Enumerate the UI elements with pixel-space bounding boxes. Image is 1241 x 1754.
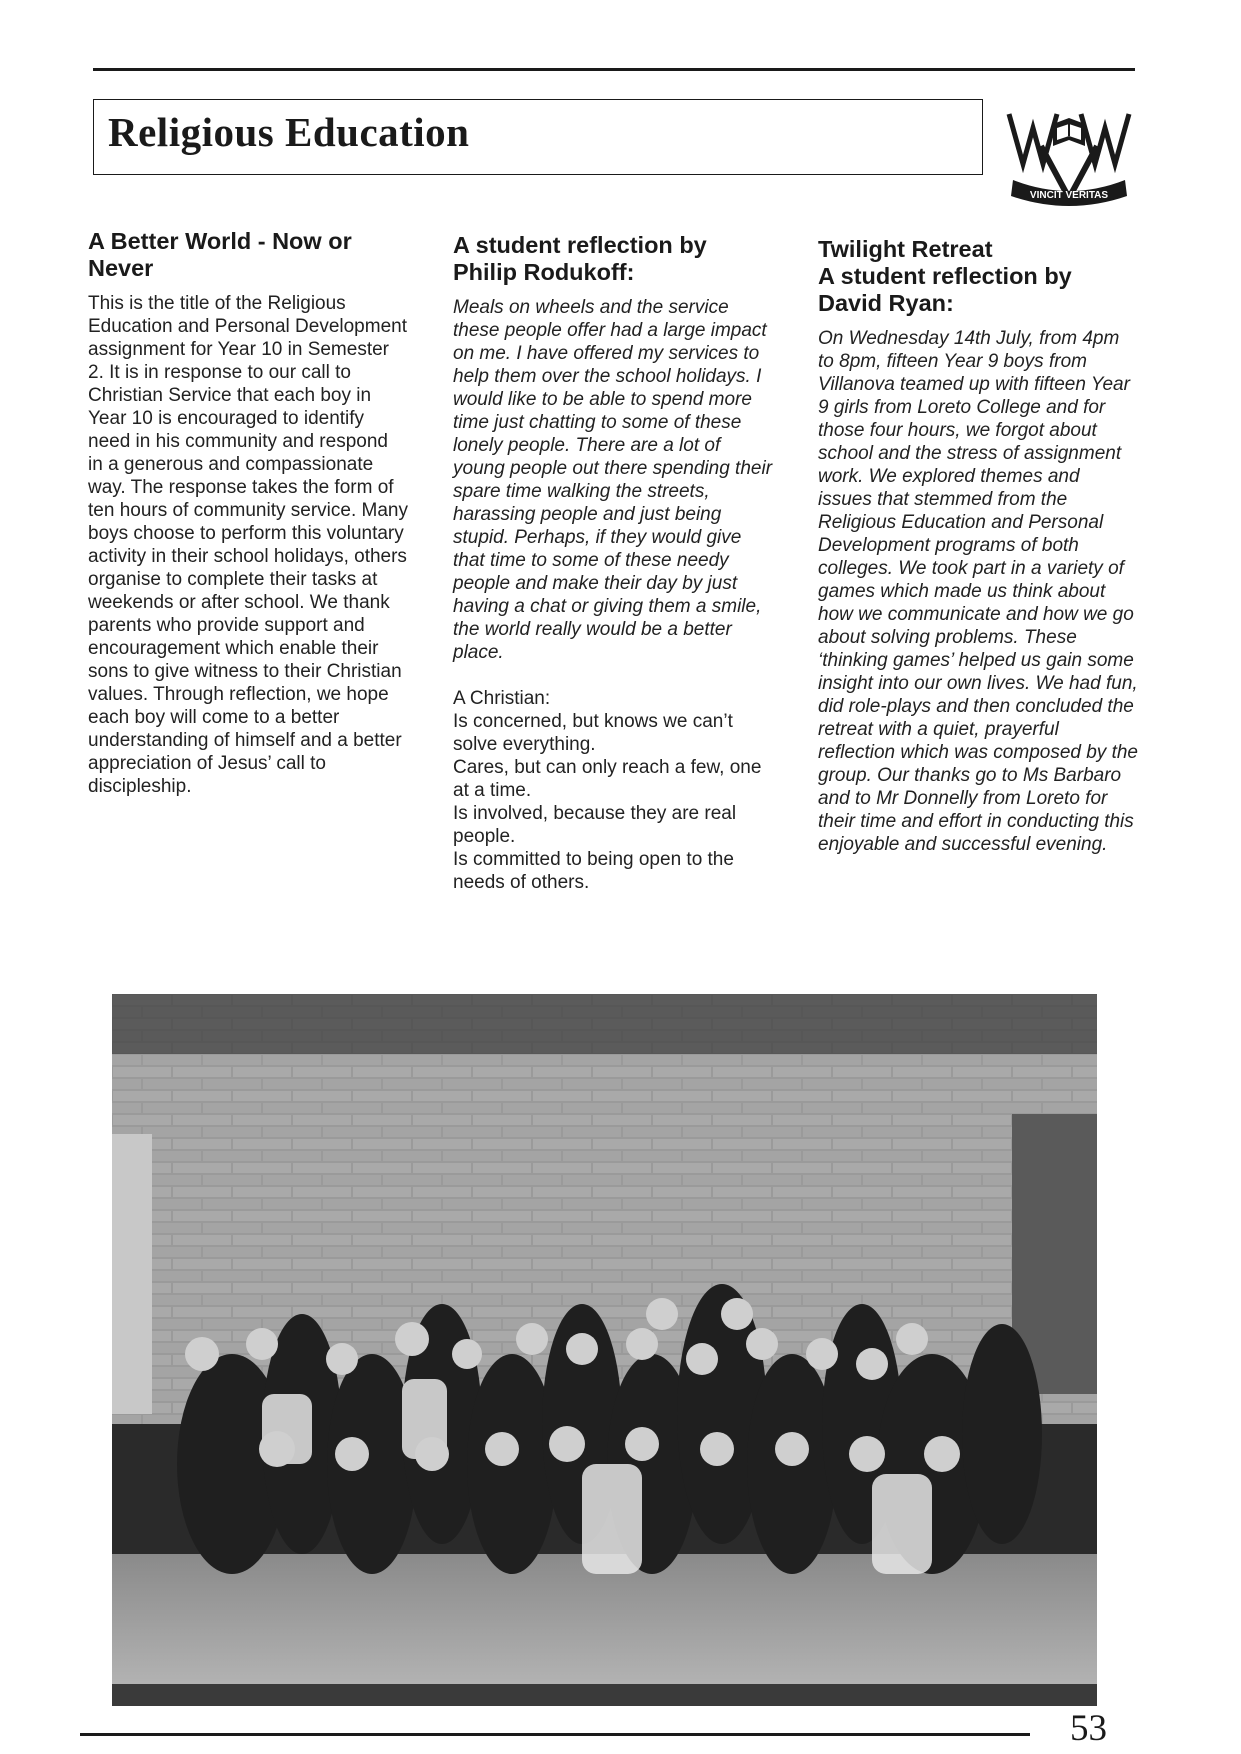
christian-list-item: Is involved, because they are real people. bbox=[453, 803, 737, 847]
christian-list-item: Cares, but can only reach a few, one at a time. bbox=[453, 757, 762, 801]
article-heading: A student reflection by Philip Rodukoff: bbox=[453, 232, 707, 285]
bottom-rule bbox=[80, 1733, 1030, 1736]
article-a-better-world bbox=[88, 228, 408, 798]
page-number: 53 bbox=[1070, 1708, 1107, 1749]
top-rule bbox=[93, 68, 1135, 71]
christian-list-item: Is committed to being open to the needs of others. bbox=[453, 849, 734, 893]
article-philip-rodukoff bbox=[453, 232, 773, 894]
section-title-box bbox=[93, 99, 983, 175]
crest-motto: VINCIT VERITAS bbox=[1029, 190, 1109, 201]
group-photo bbox=[112, 994, 1097, 1706]
article-body: On Wednesday 14th July, from 4pm to 8pm, fifteen Year 9 boys from Villanova teamed up with fifteen Year 9 girls from Loreto College and for those four hours, we forgot about school and the stress of assignment work. We explored themes and issues that stemmed from the Religious Education and Personal Development programs of both colleges. We took part in a variety of games which made us think about how we communicate and how we go about solving problems. These ‘thinking games’ helped us gain some insight into our own lives. We had fun, did role-plays and then concluded the retreat with a quiet, prayerful reflection which was composed by the group. Our thanks go to Ms Barbaro and to Mr Donnelly from Loreto for their time and effort in conducting this enjoyable and successful evening. bbox=[818, 328, 1138, 855]
christian-list bbox=[453, 687, 773, 894]
section-title: Religious Education bbox=[108, 109, 470, 155]
article-heading-line: A student reflection by David Ryan: bbox=[818, 263, 1072, 316]
christian-list-title: A Christian: bbox=[453, 688, 551, 709]
article-heading: A Better World - Now or Never bbox=[88, 228, 352, 281]
article-twilight-retreat bbox=[818, 236, 1138, 856]
article-heading-line: Twilight Retreat bbox=[818, 236, 993, 262]
school-crest-logo bbox=[1005, 106, 1133, 210]
christian-list-item: Is concerned, but knows we can’t solve everything. bbox=[453, 711, 733, 755]
article-heading bbox=[818, 236, 1138, 317]
article-body: Meals on wheels and the service these people offer had a large impact on me. I have offered my services to help them over the school holidays. I would like to be able to spend more time just chatting to some of these lonely people. There are a lot of young people out there spending their spare time walking the streets, harassing people and just being stupid. Perhaps, if they would give that time to some of these needy people and make their day by just having a chat or giving them a smile, the world really would be a better place. bbox=[453, 297, 773, 663]
article-body: This is the title of the Religious Education and Personal Development assignment for Year 10 in Semester 2. It is in response to our call to Christian Service that each boy in Year 10 is encouraged to identify need in his community and respond in a generous and compassionate way. The response takes the form of ten hours of community service. Many boys choose to perform this voluntary activity in their school holidays, others organise to complete their tasks at weekends or after school. We thank parents who provide support and encouragement which enable their sons to give witness to their Christian values. Through reflection, we hope each boy will come to a better understanding of himself and a better appreciation of Jesus’ call to discipleship. bbox=[88, 293, 408, 797]
